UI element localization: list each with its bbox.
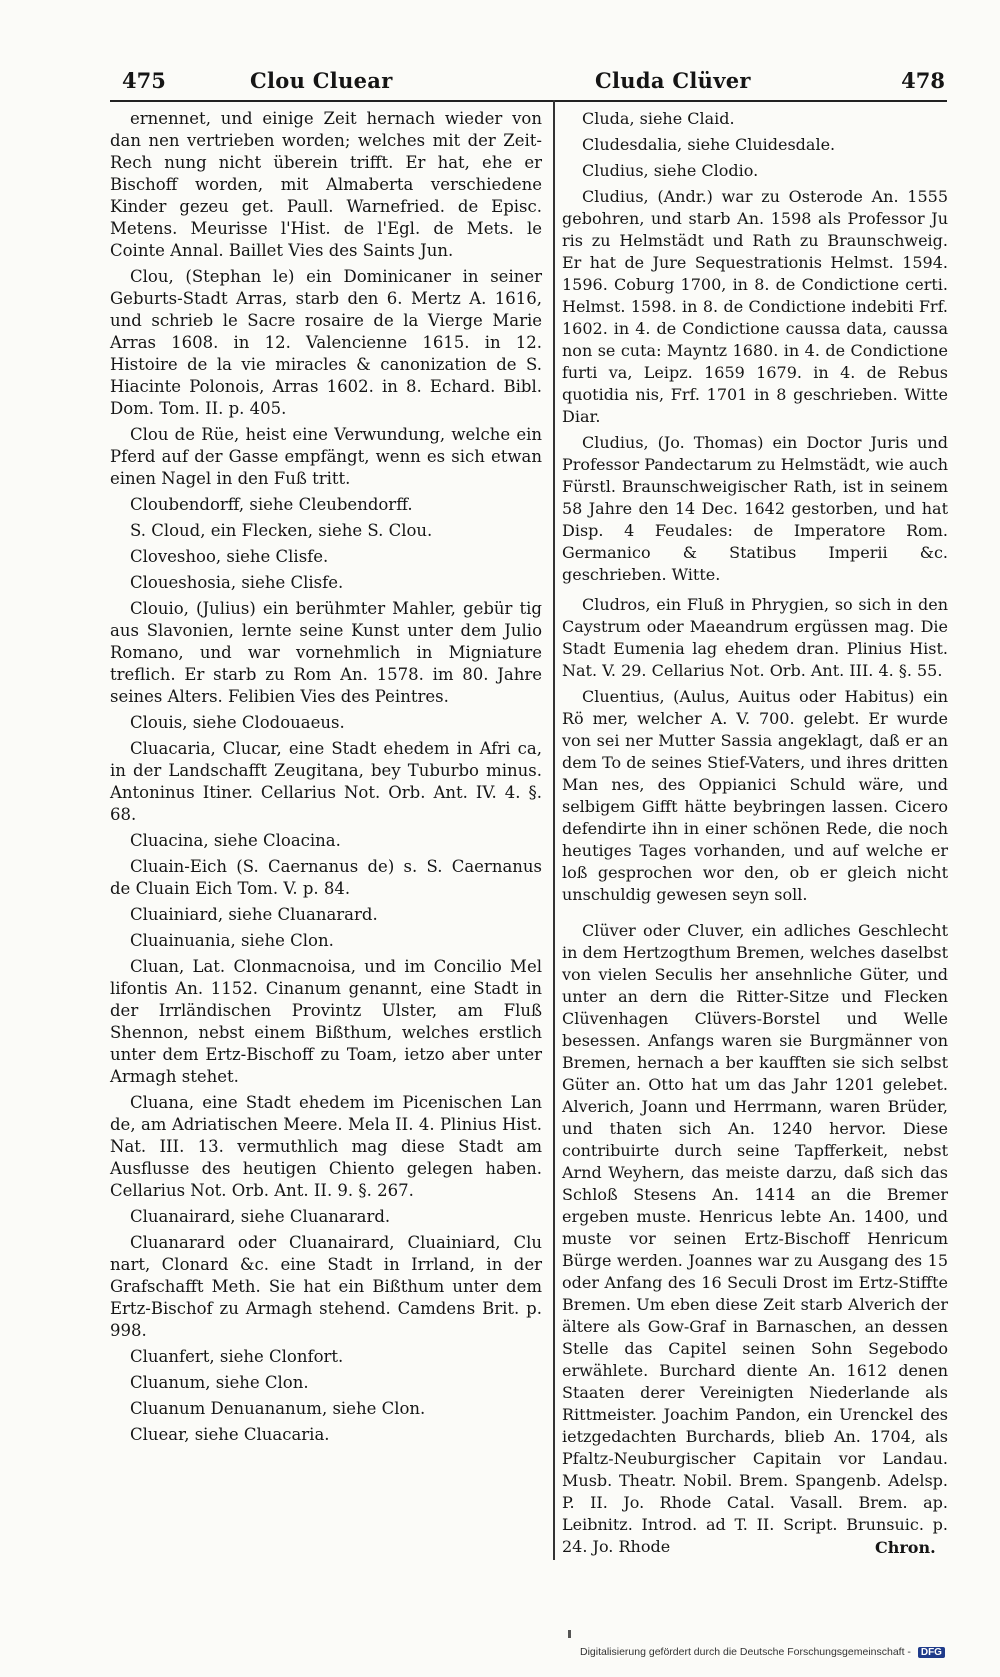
entry: Cloveshoo, siehe Clisfe. [130, 547, 329, 566]
right-column [562, 108, 948, 1562]
entry: Cluainuania, siehe Clon. [130, 931, 334, 950]
entry: Cludius, (Andr.) war zu Osterode An. 1555 gebohren, und starb An. 1598 als Professor Ju ris zu Helmstädt und Rath zu Braunschweig. Er hat de Jure Sequestrationis Helmst. 1594. 1596. Coburg 1700, in 8. de Condictione certi. Helmst. 1598. in 8. de Condictione indebiti Frf. 1602. in 4. de Condictione caussa data, caussa non se cuta: Mayntz 1680. in 4. de Condictione furti va, Leipz. 1659 1679. in 4. de Rebus quotidia nis, Frf. 1701 in 8 geschrieben. Witte Diar. [562, 187, 948, 426]
entry: Cluacina, siehe Cloacina. [130, 831, 341, 850]
entry: Cloubendorff, siehe Cleubendorff. [130, 495, 413, 514]
right-page-number: 478 [901, 68, 945, 93]
entry: Cludius, siehe Clodio. [582, 161, 759, 180]
entry: ernennet, und einige Zeit hernach wieder von dan nen vertrieben worden; welches mit der Zeit-Rech nung nicht überein trifft. Er hat, ehe er Bischoff worden, mit Almaberta verschiedene Kinder gezeu get. Paull. Warnefried. de Episc. Metens. Meurisse l'Hist. de l'Egl. de Mets. le Cointe Annal. Baillet Vies des Saints Jun. [110, 109, 542, 260]
left-page-header [122, 68, 552, 102]
entry: Cluanarard oder Cluanairard, Cluainiard, Clu nart, Clonard &c. eine Stadt in Irrland, in der Grafschafft Meth. Sie hat ein Bißthum unter dem Ertz-Bischof zu Armagh stehend. Camdens Brit. p. 998. [110, 1233, 542, 1340]
entry: Clou de Rüe, heist eine Verwundung, welche ein Pferd auf der Gasse empfängt, wenn es sich etwan einen Nagel in den Fuß tritt. [110, 425, 542, 488]
entry: Cluainiard, siehe Cluanarard. [130, 905, 378, 924]
entry: Cloueshosia, siehe Clisfe. [130, 573, 344, 592]
column-divider [553, 100, 555, 1560]
entry: Cluanum, siehe Clon. [130, 1373, 309, 1392]
entry: Cluain-Eich (S. Caernanus de) s. S. Caernanus de Cluain Eich Tom. V. p. 84. [110, 857, 542, 898]
entry: Clüver oder Cluver, ein adliches Geschlecht in dem Hertzogthum Bremen, welches daselbst von vielen Seculis her ansehnliche Güter, und unter an dern die Ritter-Sitze und Flecken Clüvenhagen Clüvers-Borstel und Welle besessen. Anfangs waren sie Burgmänner von Bremen, hernach a ber kaufften sie sich selbst Güter an. Otto hat um das Jahr 1201 gelebet. Alverich, Joann und Herrmann, waren Brüder, und thaten sich An. 1240 hervor. Diese contribuirte durch seine Tapfferkeit, nebst Arnd Weyhern, das meiste darzu, daß sich das Schloß Stesens An. 1414 an die Bremer ergeben muste. Henricus lebte An. 1400, und muste vor seinen Ertz-Bischoff Henricum Bürge werden. Joannes war zu Ausgang des 15 oder Anfang des 16 Seculi Drost im Ertz-Stiffte Bremen. Um eben diese Zeit starb Alverich der ältere als Gow-Graf in Barnaschen, an dessen Stelle das Capitel seinen Sohn Segebodo erwählete. Burchard diente An. 1612 denen Staaten derer Vereinigten Niederlande als Rittmeister. Joachim Pandon, ein Urenckel des ietzgedachten Burchards, blieb An. 1704, als Pfaltz-Neuburgischer Capitain vor Landau. Musb. Theatr. Nobil. Brem. Spangenb. Adelsp. P. II. Jo. Rhode Catal. Vasall. Brem. ap. Leibnitz. Introd. ad T. II. Script. Brunsuic. p. 24. Jo. Rhode [562, 921, 948, 1556]
dfg-logo: DFG [918, 1647, 945, 1658]
entry: Cluana, eine Stadt ehedem im Picenischen Lan de, am Adriatischen Meere. Mela II. 4. Plinius Hist. Nat. III. 13. vermuthlich mag diese Stadt am Ausflusse des heutigen Chiento gelegen haben. Cellarius Not. Orb. Ant. II. 9. §. 267. [110, 1093, 542, 1200]
entry: Cluentius, (Aulus, Auitus oder Habitus) ein Rö mer, welcher A. V. 700. gelebt. Er wurde von sei ner Mutter Sassia angeklagt, daß er an dem To de seines Stief-Vaters, und ihres dritten Man nes, des Oppianici Schuld wäre, und selbigem Gifft hätte beybringen lassen. Cicero defendirte ihn in einer schönen Rede, die noch heutiges Tages vorhanden, und auf welche er loß gesprochen wor den, ob er gleich nicht unschuldig gewesen seyn soll. [562, 687, 948, 904]
entry: Cluacaria, Clucar, eine Stadt ehedem in Afri ca, in der Landschafft Zeugitana, bey Tuburbo minus. Antoninus Itiner. Cellarius Not. Orb. Ant. IV. 4. §. 68. [110, 739, 542, 824]
entry: Cluanum Denuananum, siehe Clon. [130, 1399, 426, 1418]
right-header-words: Cluda Clüver [595, 68, 751, 93]
digitization-footer [580, 1646, 945, 1658]
entry: Cluear, siehe Cluacaria. [130, 1425, 330, 1444]
entry: S. Cloud, ein Flecken, siehe S. Clou. [130, 521, 433, 540]
entry: Clouio, (Julius) ein berühmter Mahler, gebür tig aus Slavonien, lernte seine Kunst unter dem Julio Romano, und war vornehmlich in Migniature treflich. Er starb zu Rom An. 1578. im 80. Jahre seines Alters. Felibien Vies des Peintres. [110, 599, 542, 706]
entry: Cludesdalia, siehe Cluidesdale. [582, 135, 836, 154]
entry: Cludros, ein Fluß in Phrygien, so sich in den Caystrum oder Maeandrum ergüssen mag. Die Stadt Eumenia lag ehedem dran. Plinius Hist. Nat. V. 29. Cellarius Not. Orb. Ant. III. 4. §. 55. [562, 595, 948, 680]
footer-text: Digitalisierung gefördert durch die Deutsche Forschungsgemeinschaft - [580, 1646, 911, 1658]
entry: Cludius, (Jo. Thomas) ein Doctor Juris und Professor Pandectarum zu Helmstädt, wie auch Fürstl. Braunschweigischer Rath, ist in seinem 58 Jahre den 14 Dec. 1642 gestorben, und hat Disp. 4 Feudales: de Imperatore Rom. Germanico & Statibus Imperii &c. geschrieben. Witte. [562, 433, 948, 584]
left-page-number: 475 [122, 68, 166, 93]
catchword: Chron. [875, 1538, 936, 1557]
page-mark [568, 1630, 571, 1638]
entry: Clouis, siehe Clodouaeus. [130, 713, 345, 732]
left-column [110, 108, 542, 1450]
entry: Cluda, siehe Claid. [582, 109, 735, 128]
entry: Cluanairard, siehe Cluanarard. [130, 1207, 391, 1226]
entry: Cluan, Lat. Clonmacnoisa, und im Concilio Mel lifontis An. 1152. Cinanum genannt, eine Stadt in der Irrländischen Provintz Ulster, am Fluß Shennon, nebst einem Bißthum, welches erstlich unter dem Ertz-Bischoff zu Toam, ietzo aber unter Armagh stehet. [110, 957, 542, 1086]
entry: Clou, (Stephan le) ein Dominicaner in seiner Geburts-Stadt Arras, starb den 6. Mertz A. 1616, und schrieb le Sacre rosaire de la Vierge Marie Arras 1608. in 12. Valencienne 1615. in 12. Histoire de la vie miracles & canonization de S. Hiacinte Polonois, Arras 1602. in 8. Echard. Bibl. Dom. Tom. II. p. 405. [110, 267, 542, 418]
header-rule-left [110, 100, 558, 102]
left-header-words: Clou Cluear [250, 68, 393, 93]
entry: Cluanfert, siehe Clonfort. [130, 1347, 344, 1366]
right-page-header [595, 68, 945, 102]
header-rule-right [555, 100, 947, 102]
